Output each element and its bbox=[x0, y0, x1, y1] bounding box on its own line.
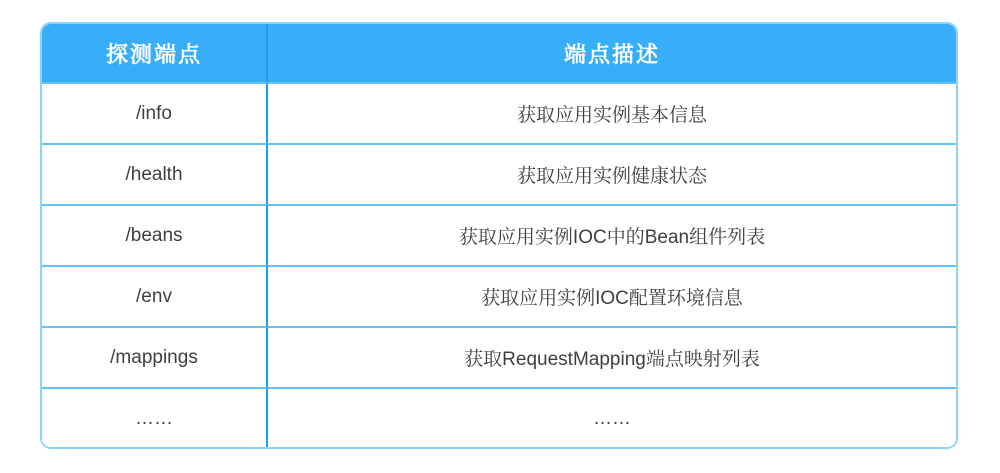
description-cell: 获取应用实例基本信息 bbox=[268, 82, 956, 143]
description-cell: 获取RequestMapping端点映射列表 bbox=[268, 326, 956, 387]
endpoints-table-container bbox=[40, 22, 958, 449]
description-cell: 获取应用实例健康状态 bbox=[268, 143, 956, 204]
table-header bbox=[42, 24, 956, 82]
table-row bbox=[42, 326, 956, 387]
endpoint-cell: /mappings bbox=[42, 326, 268, 387]
table-row bbox=[42, 143, 956, 204]
endpoint-cell: /beans bbox=[42, 204, 268, 265]
endpoint-cell: /env bbox=[42, 265, 268, 326]
description-cell: 获取应用实例IOC中的Bean组件列表 bbox=[268, 204, 956, 265]
endpoints-table bbox=[42, 24, 956, 448]
table-row bbox=[42, 82, 956, 143]
description-cell: …… bbox=[268, 387, 956, 448]
column-header-description: 端点描述 bbox=[268, 24, 956, 82]
table-row bbox=[42, 204, 956, 265]
table-row bbox=[42, 265, 956, 326]
endpoint-cell: /info bbox=[42, 82, 268, 143]
header-row bbox=[42, 24, 956, 82]
endpoint-cell: /health bbox=[42, 143, 268, 204]
description-cell: 获取应用实例IOC配置环境信息 bbox=[268, 265, 956, 326]
column-header-endpoint: 探测端点 bbox=[42, 24, 268, 82]
endpoint-cell: …… bbox=[42, 387, 268, 448]
table-body bbox=[42, 82, 956, 448]
table-row bbox=[42, 387, 956, 448]
